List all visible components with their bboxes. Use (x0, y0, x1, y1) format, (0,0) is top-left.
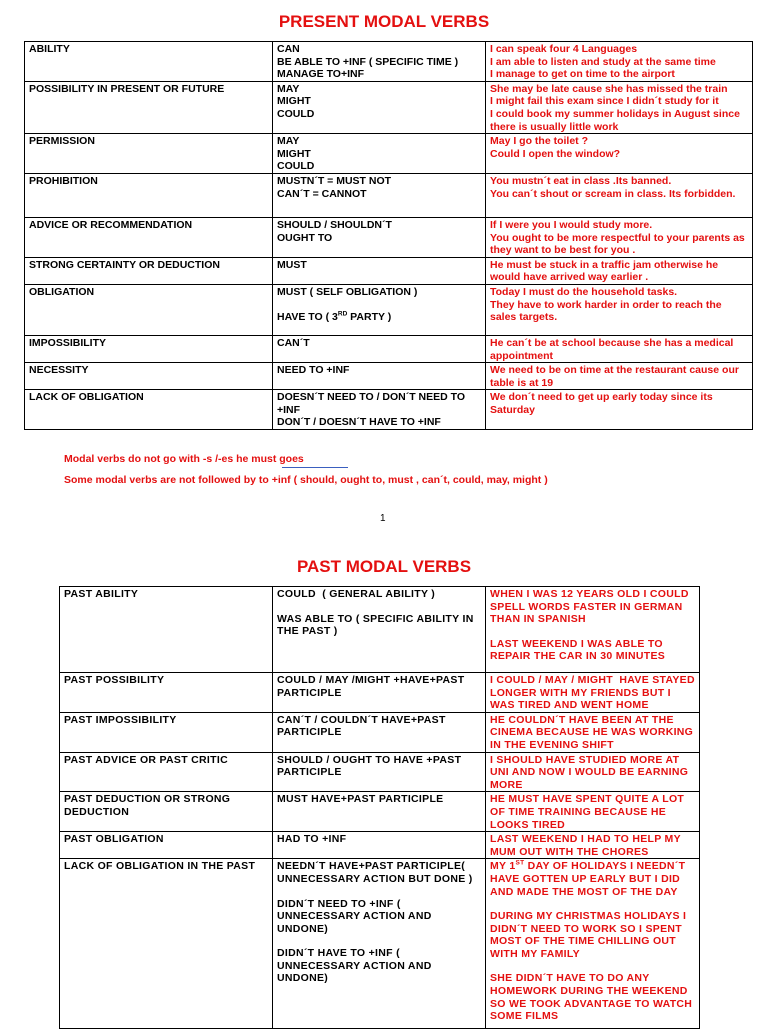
table-row (25, 217, 753, 257)
verb-line: CAN´T = CANNOT (277, 187, 367, 200)
examples-cell (486, 257, 753, 284)
examples-cell (486, 712, 700, 752)
present-title: PRESENT MODAL VERBS (278, 12, 490, 31)
example-line: If I were you I would study more. (490, 218, 653, 231)
example-line: I might fail this exam since I didn´t study for it (490, 95, 719, 108)
superscript: ST (515, 859, 525, 867)
examples-cell (486, 832, 700, 859)
examples-cell (486, 587, 700, 673)
examples-cell (486, 173, 753, 217)
example-line: They have to work harder in order to reach the sales targets. (490, 298, 725, 324)
examples-cell (486, 42, 753, 82)
category-cell: ADVICE OR RECOMMENDATION (25, 217, 273, 257)
verb-block: NEEDN´T HAVE+PAST PARTICIPLE( UNNECESSARY ACTION BUT DONE ) (277, 860, 473, 885)
verb-block: COULD / MAY /MIGHT +HAVE+PAST PARTICIPLE (277, 674, 468, 699)
verb-line: DON´T / DOESN´T HAVE TO +INF (277, 416, 441, 429)
past-modal-table (59, 586, 700, 1029)
verbs-cell (273, 832, 486, 859)
example-block: SHE DIDN´T HAVE TO DO ANY HOMEWORK DURING THE WEEKEND SO WE TOOK ADVANTAGE TO WATCH SOME FILMS (490, 972, 696, 1023)
category-cell: NECESSITY (25, 363, 273, 390)
category-cell: PAST POSSIBILITY (60, 673, 273, 713)
examples-cell (486, 792, 700, 832)
category-cell: PAST ADVICE OR PAST CRITIC (60, 752, 273, 792)
spacer (490, 898, 695, 910)
table-row (25, 284, 753, 335)
category-cell: POSSIBILITY IN PRESENT OR FUTURE (25, 81, 273, 133)
verb-block: COULD ( GENERAL ABILITY ) (277, 588, 436, 600)
category-cell: PAST OBLIGATION (60, 832, 273, 859)
underline-mark (282, 467, 348, 468)
verbs-cell (273, 390, 486, 430)
example-block: LAST WEEKEND I WAS ABLE TO REPAIR THE CAR IN 30 MINUTES (490, 637, 667, 663)
verb-line: OUGHT TO (277, 231, 333, 244)
category-cell: PAST ABILITY (60, 587, 273, 673)
spacer (490, 960, 695, 972)
verb-block: DIDN´T HAVE TO +INF ( UNNECESSARY ACTION AND UNDONE) (277, 947, 435, 985)
example-line: He must be stuck in a traffic jam otherwise he would have arrived way earlier . (490, 258, 722, 284)
verb-line: MAY (277, 135, 300, 148)
example-block: LAST WEEKEND I HAD TO HELP MY MUM OUT WITH THE CHORES (490, 833, 684, 858)
example-block: DURING MY CHRISTMAS HOLIDAYS I DIDN´T NEED TO WORK SO I SPENT MOST OF THE TIME CHILLING OUT WITH MY FAMILY (490, 910, 690, 960)
example-line: I can speak four 4 Languages (490, 43, 638, 55)
table-row (25, 134, 753, 174)
verb-line: MIGHT (277, 95, 311, 108)
verb-line: MANAGE TO+INF (277, 68, 365, 81)
note-no-s-ending: Modal verbs do not go with -s /-es he must goes (64, 453, 304, 465)
table-row (60, 792, 700, 832)
verb-line: DOESN´T NEED TO / DON´T NEED TO +INF (277, 391, 468, 416)
category-cell: ABILITY (25, 42, 273, 82)
example-line: Today I must do the household tasks. (490, 285, 678, 298)
examples-cell (486, 134, 753, 174)
verb-block: HAD TO +INF (277, 833, 347, 846)
verb-line: BE ABLE TO +INF ( SPECIFIC TIME ) (277, 55, 459, 68)
verbs-cell (273, 173, 486, 217)
example-line: We need to be on time at the restaurant cause our table is at 19 (490, 364, 742, 389)
example-block: HE MUST HAVE SPENT QUITE A LOT OF TIME TRAINING BECAUSE HE LOOKS TIRED (490, 793, 688, 831)
verbs-cell (273, 859, 486, 1029)
verbs-cell (273, 257, 486, 284)
example-block: WHEN I WAS 12 YEARS OLD I COULD SPELL WORDS FASTER IN GERMAN THAN IN SPANISH (490, 588, 692, 626)
table-row (25, 257, 753, 284)
verb-line: NEED TO +INF (277, 364, 350, 377)
examples-cell (486, 81, 753, 133)
example-line: I am able to listen and study at the same time (490, 55, 716, 68)
example-line: I could book my summer holidays in August since there is usually little work (490, 107, 743, 133)
verb-line: COULD (277, 160, 315, 173)
verb-block: CAN´T / COULDN´T HAVE+PAST PARTICIPLE (277, 713, 449, 739)
verb-line: COULD (277, 107, 315, 120)
note-no-to-infinitive: Some modal verbs are not followed by to +inf ( should, ought to, must , can´t, could, may, might ) (64, 474, 548, 486)
verb-line: SHOULD / SHOULDN´T (277, 218, 392, 231)
table-row (25, 335, 753, 362)
verb-block: WAS ABLE TO ( SPECIFIC ABILITY IN THE PAST ) (277, 612, 477, 638)
verb-line: CAN (277, 43, 300, 55)
table-row (25, 81, 753, 133)
verb-line: MUST ( SELF OBLIGATION ) (277, 285, 418, 298)
verb-line: MIGHT (277, 147, 311, 160)
verbs-cell (273, 217, 486, 257)
example-block: I SHOULD HAVE STUDIED MORE AT UNI AND NOW I WOULD BE EARNING MORE (490, 753, 692, 791)
verb-line: MAY (277, 82, 300, 95)
example-line: You mustn´t eat in class .Its banned. (490, 174, 672, 187)
table-row (60, 712, 700, 752)
example-line: Could I open the window? (490, 147, 621, 160)
verbs-cell (273, 792, 486, 832)
verb-line: HAVE TO ( 3RD PARTY ) (277, 310, 392, 323)
verbs-cell (273, 284, 486, 335)
verb-line: MUSTN´T = MUST NOT (277, 174, 392, 187)
table-row (25, 390, 753, 430)
verbs-cell (273, 673, 486, 713)
category-cell: PROHIBITION (25, 173, 273, 217)
table-row (25, 173, 753, 217)
table-row (60, 752, 700, 792)
example-line: May I go the toilet ? (490, 135, 589, 148)
verbs-cell (273, 335, 486, 362)
category-cell: PAST DEDUCTION OR STRONG DEDUCTION (60, 792, 273, 832)
example-line: You ought to be more respectful to your parents as they want to be best for you . (490, 231, 748, 257)
page-number: 1 (380, 513, 386, 524)
table-row (60, 859, 700, 1029)
verb-block: MUST HAVE+PAST PARTICIPLE (277, 793, 444, 806)
superscript: RD (337, 310, 348, 317)
examples-cell (486, 363, 753, 390)
verbs-cell (273, 363, 486, 390)
verb-block: SHOULD / OUGHT TO HAVE +PAST PARTICIPLE (277, 753, 465, 779)
example-line: I manage to get on time to the airport (490, 68, 675, 81)
category-cell: LACK OF OBLIGATION (25, 390, 273, 430)
category-cell: STRONG CERTAINTY OR DEDUCTION (25, 257, 273, 284)
example-line: She may be late cause she has missed the train (490, 82, 728, 95)
examples-cell (486, 390, 753, 430)
spacer (277, 601, 481, 613)
category-cell: PERMISSION (25, 134, 273, 174)
examples-cell (486, 335, 753, 362)
spacer (277, 299, 481, 311)
past-title: PAST MODAL VERBS (296, 557, 472, 576)
example-line: We don´t need to get up early today since its Saturday (490, 391, 716, 416)
present-modal-table (24, 41, 753, 430)
examples-cell (486, 217, 753, 257)
category-cell: LACK OF OBLIGATION IN THE PAST (60, 859, 273, 1029)
verbs-cell (273, 134, 486, 174)
example-block: MY 1ST DAY OF HOLIDAYS I NEEDN´T HAVE GOTTEN UP EARLY BUT I DID AND MADE THE MOST OF THE DAY (490, 859, 689, 898)
examples-cell (486, 673, 700, 713)
category-cell: IMPOSSIBILITY (25, 335, 273, 362)
verbs-cell (273, 587, 486, 673)
spacer (490, 626, 695, 638)
verb-line: MUST (277, 258, 307, 271)
verb-line: CAN´T (277, 336, 310, 349)
category-cell: OBLIGATION (25, 284, 273, 335)
table-row (25, 42, 753, 82)
example-line: He can´t be at school because she has a medical appointment (490, 336, 737, 362)
verbs-cell (273, 752, 486, 792)
example-block: HE COULDN´T HAVE BEEN AT THE CINEMA BECAUSE HE WAS WORKING IN THE EVENING SHIFT (490, 713, 697, 751)
example-line: You can´t shout or scream in class. Its forbidden. (490, 187, 736, 200)
verb-block: DIDN´T NEED TO +INF ( UNNECESSARY ACTION AND UNDONE) (277, 897, 435, 935)
verbs-cell (273, 81, 486, 133)
spacer (277, 935, 481, 947)
example-block: I COULD / MAY / MIGHT HAVE STAYED LONGER WITH MY FRIENDS BUT I WAS TIRED AND WENT HOME (490, 674, 699, 712)
table-row (60, 673, 700, 713)
examples-cell (486, 752, 700, 792)
table-row (60, 832, 700, 859)
table-row (25, 363, 753, 390)
verbs-cell (273, 42, 486, 82)
table-row (60, 587, 700, 673)
examples-cell (486, 284, 753, 335)
category-cell: PAST IMPOSSIBILITY (60, 712, 273, 752)
verbs-cell (273, 712, 486, 752)
spacer (277, 886, 481, 898)
examples-cell (486, 859, 700, 1029)
